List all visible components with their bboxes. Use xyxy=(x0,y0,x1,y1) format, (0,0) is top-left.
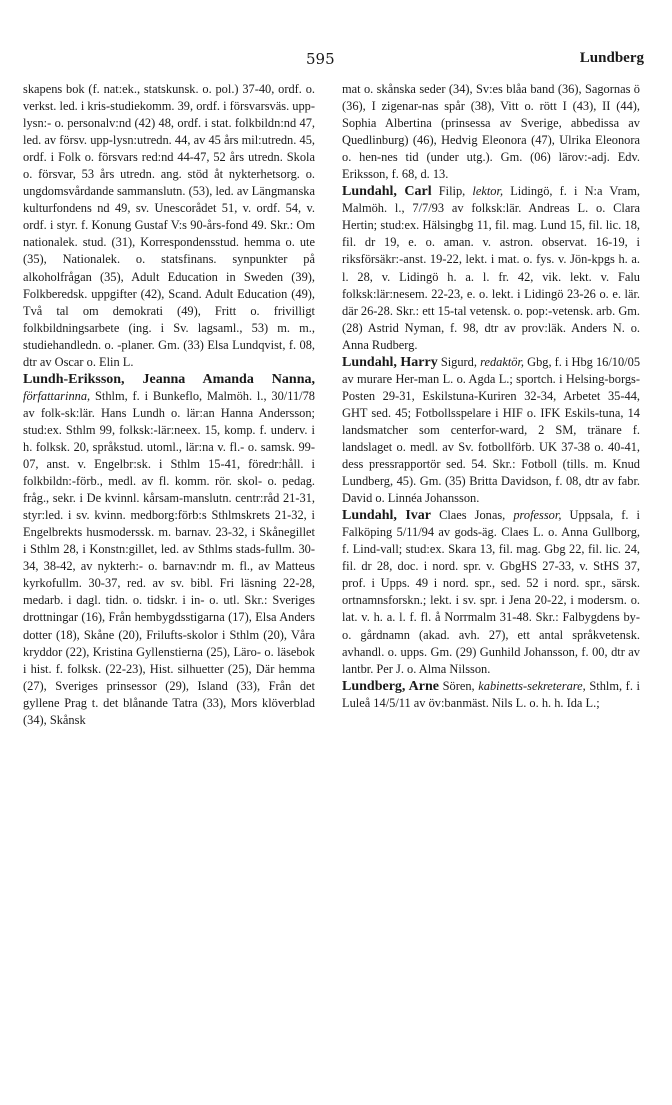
entry-lundberg-arne xyxy=(342,678,640,712)
entry-given-names: Filip, xyxy=(438,184,466,199)
page-header xyxy=(0,50,672,74)
entry-given-names: Sigurd, xyxy=(440,354,477,369)
entry-headword: Lundh-Eriksson, Jeanna Amanda Nanna, xyxy=(23,371,315,387)
entry-lundahl-ivar xyxy=(342,507,640,677)
entry-occupation: lektor, xyxy=(472,184,504,199)
entry-body: Sthlm, f. i Bunkeflo, Malmöh. l., 30/11/78 av folk-sk:lär. Hans Lundh o. lär:an Hanna Andersson; stud:ex. Sthlm 99, folksk:-lär:neex. 15, komp. f. underv. i h. folksk. 20, språkstud. utoml., lär:na v. fl.- o. samsk. 99-07, anst. v. Engelbr:sk. i Sthlm 15-41, föredr:håll. i folkbildn:-förb., medl. av fl. komm. rör. skol- o. pedag. fråg., sekr. i De kvinnl. kårsam-manslutn. centr:råd 21-31, styr:led. i sv. kvinn. medborg:förb:s Sthlmskrets 21-32, i Engelbrekts husmoderssk. m. barnav. 23-32, i Skånegillet i Sthlm 28, i Konstn:gillet, led. av Sthlms stads-fullm. 30-34, 38-42, av nykterh:- o. barnav:ndr m. fl., av Matteus kyrkofullm. 30-37, red. av sv. bibl. Fri läsning 22-28, medarb. i dagl. tidn. o. tidskr. i in- o. utl. Skr.: Sveriges drottningar (16), Från hembygdsstigarna (17), Elsa Anders dotter (18), Skåne (20), Frilufts-skolor i Sthlm (20), Våra kryddor (22), Kristina Gyllenstierna (25), Läro- o. läsebok i hist. f. folksk. (22-23), Hist. silhuetter (25), Där hemma (27), Sveriges prinsessor (29), Island (33), Från det gyllene Prag t. det blånande Tatra (33), Mors klöverblad (34), Skånsk xyxy=(23,388,315,727)
left-column xyxy=(23,81,315,729)
entry-occupation: professor, xyxy=(513,508,562,523)
entry-occupation: redaktör, xyxy=(480,354,525,369)
entry-occupation: författarinna, xyxy=(23,388,91,403)
entry-occupation: kabinetts-sekreterare, xyxy=(478,678,586,693)
continued-entry-text: mat o. skånska seder (34), Sv:es blåa band (36), Sagornas ö (36), I zigenar-nas spår (38), Vitt o. rött I (43), II (44), Sophia Albertina (prinsessa av Sverige, abbedissa av Quedlinburg) (46), Hedvig Eleonora (47), Ulrika Eleonora o. hen-nes tid (under utg.). Gm. (06) lärov:-adj. Edv. Eriksson, f. 68, d. 13. xyxy=(342,82,640,182)
entry-headword: Lundberg, Arne xyxy=(342,678,439,694)
entry-lundahl-carl xyxy=(342,183,640,353)
entry-body: Sthlm, f. i Luleå 14/5/11 av öv:banmäst. Nils L. o. h. h. Ida L.; xyxy=(342,678,640,710)
continued-entry-text: skapens bok (f. nat:ek., statskunsk. o. pol.) 37-40, ordf. o. verkst. led. i kris-studiekomm. 39, ordf. i försvarsväs. upp-lysn:- o. personalv:nd (42) 48, ordf. i stat. folkbildn:nd 47, led. av försv. upp-lysn:utredn. 44, av 45 års mil:utredn. 45, ordf. i Folk o. försvars red:nd 44-47, 52 års utredn. Skola o. försvar, 53 års utredn. ang. stöd åt nykterhetsorg. o. ungdomsvårdande sammanslutn. (53), led. av Längmanska kulturfondens nd 49, sv. Unescorådet 51, v. ordf. 54, v. ordf. i styr. f. Konung Gustaf V:s 90-års-fond 49. Skr.: Om nationalek. stud. (31), Korrespondensstud. hemma o. ute (35), Nationalek. o. statsfinans. synpunkter på alkoholfrågan (35), Adult Education in Sweden (39), Folkberedsk. uppgifter (42), Scand. Adult Education (49), Två tal om demokrati (49), Fritt o. frivilligt folkbildningsarbete (ing. i Sv. lagsaml., 53) m. m., studiehandledn. o. -planer. Gm. (33) Elsa Lundqvist, f. 08, dtr av Oscar o. Elin L. xyxy=(23,82,315,369)
entry-headword: Lundahl, Harry xyxy=(342,354,438,370)
entry-given-names: Sören, xyxy=(442,678,475,693)
entry-body: Gbg, f. i Hbg 16/10/05 av murare Her-man L. o. Agda L.; sportch. i Helsing-borgs-Posten 29-31, Eskilstuna-Kuriren 32-34, Arbetet 35-44, GHT sed. 45; Fotbollsspelare i HIF o. IFK Eskils-tuna, 14 landsmatcher som centerfor-ward, 2 SM, tränare f. landslaget o. medl. av Sv. fotbollförb. UK 37-38 o. 40-41, dess pressrapportör sed. 54. Skr.: Fotboll (tills. m. Knud Lundberg, 45). Gm. (35) Britta Davidson, f. 08, dtr av fabr. David o. Linnéa Johansson. xyxy=(342,354,641,506)
entry-body: Lidingö, f. i N:a Vram, Malmöh. l., 7/7/93 av folksk:lär. Andreas L. o. Clara Hertin; stud:ex. Hälsingbg 11, fil. mag. Lund 15, fil. lic. 18, fil. dr 19, e. o. aman. v. astron. observat. 16-19, i riksförsäkr:-anst. 19-22, lekt. i mat. o. fys. v. Jön-kpgs h. a. l. 28, v. Lidingö h. a. l. fr. 42, vik. lekt. v. Falu folksk:lär:nesem. 22-23, e. o. lekt. i Lidingö 23-26 o. e. lär. där 26-28. Skr.: ett 15-tal vetensk. o. pop:-vetensk. arb. Gm. (28) Astrid Nyman, f. 98, dtr av prov:läk. Anders N. o. Anna Rudberg. xyxy=(342,184,641,352)
entry-lundahl-harry xyxy=(342,354,640,507)
running-head: Lundberg xyxy=(579,50,644,66)
page-number: 595 xyxy=(306,50,335,68)
entry-headword: Lundahl, Carl xyxy=(342,184,432,200)
entry-lundh-eriksson xyxy=(23,371,315,729)
right-column xyxy=(342,81,640,712)
entry-body: Uppsala, f. i Falköping 5/11/94 av gods-äg. Claes L. o. Anna Gullborg, f. Lind-vall; stud:ex. Skara 13, fil. mag. Gbg 22, fil. lic. 24, fil. dr 28, doc. i nord. spr. v. GbgHS 27-33, v. StHS 37, prof. i Upps. 49 i nord. spr., sed. 52 i nord. spr., särsk. ortnamnsforskn.; lekt. i sv. spr. i Jena 20-22, i modersm. o. lat. v. h. a. l. f. fl. å Norrmalm 31-48. Skr.: Falbygdens by- o. gårdnamn (akad. avh. 27), ett antal språkvetensk. avhandl. o. upps. Gm. (29) Gunhild Johansson, f. 00, dtr av lantbr. Per J. o. Alma Nilsson. xyxy=(342,508,640,676)
entry-headword: Lundahl, Ivar xyxy=(342,508,431,524)
entry-given-names: Claes Jonas, xyxy=(439,508,506,523)
